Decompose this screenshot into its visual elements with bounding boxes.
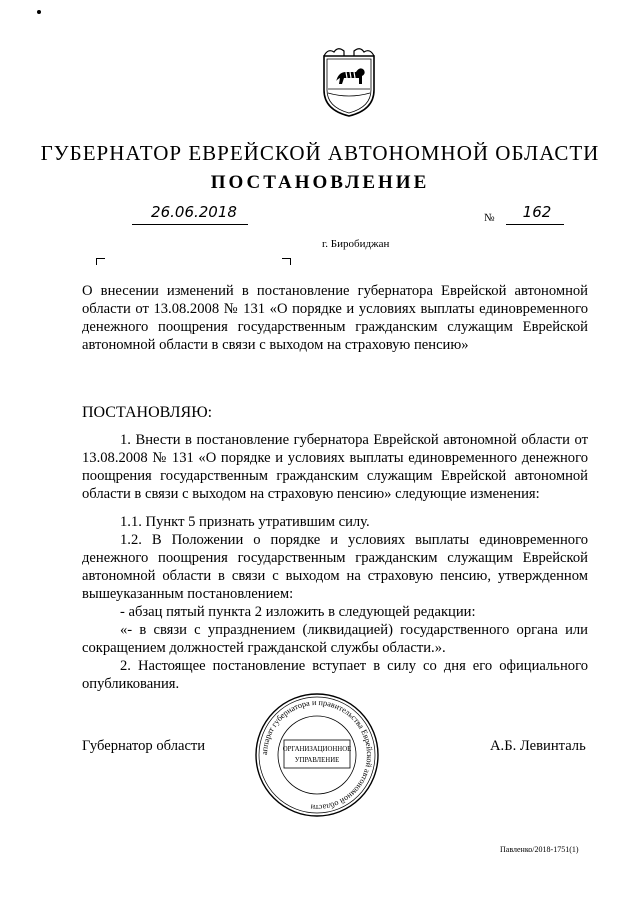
svg-text:аппарат губернатора и правител: аппарат губернатора и правительства Еврейской автономной области	[259, 697, 375, 813]
svg-text:ОРГАНИЗАЦИОННОЕ: ОРГАНИЗАЦИОННОЕ	[282, 746, 352, 753]
decree-heading: ПОСТАНОВЛЯЮ:	[82, 404, 213, 421]
punch-dot	[37, 10, 41, 14]
paragraph-1-2-a: - абзац пятый пункта 2 изложить в следующей редакции:	[120, 604, 476, 620]
document-number: 162	[522, 203, 552, 221]
coat-of-arms-icon	[320, 46, 378, 118]
date-underline	[132, 224, 248, 225]
svg-text:УПРАВЛЕНИЕ: УПРАВЛЕНИЕ	[294, 757, 340, 764]
footer-reference: Павленко/2018-1751(1)	[500, 845, 579, 854]
paragraph-1-2-b: «- в связи с упразднением (ликвидацией) государственного органа или сокращением должностей гражданской службы области.».	[82, 622, 588, 656]
signature-title: Губернатор области	[82, 738, 206, 754]
paragraph-1: 1. Внести в постановление губернатора Еврейской автономной области от 13.08.2008 № 131 «О порядке и условиях выплаты единовременного денежного поощрения государственным гражданским служащим Еврейской автономной области в связи с выходом на страховую пенсию» следующие изменения:	[82, 432, 588, 502]
number-label: №	[484, 212, 495, 224]
paragraph-1-2: 1.2. В Положении о порядке и условиях выплаты единовременного денежного поощрения государственным гражданским служащим Еврейской автономной области в связи с выходом на страховую пенсию, утвержденном вышеуказанным постановлением:	[82, 532, 588, 602]
number-underline	[506, 224, 564, 225]
official-stamp	[252, 690, 382, 820]
organization-title: ГУБЕРНАТОР ЕВРЕЙСКОЙ АВТОНОМНОЙ ОБЛАСТИ	[40, 141, 600, 165]
paragraph-2: 2. Настоящее постановление вступает в силу со дня его официального опубликования.	[82, 658, 588, 692]
city: г. Биробиджан	[322, 238, 390, 250]
paragraph-1-1: 1.1. Пункт 5 признать утратившим силу.	[120, 514, 370, 530]
signature-name: А.Б. Левинталь	[490, 738, 586, 754]
subject-corner-left	[96, 258, 105, 265]
document-type: ПОСТАНОВЛЕНИЕ	[210, 172, 430, 193]
subject-corner-right	[282, 258, 291, 265]
document-date: 26.06.2018	[151, 203, 237, 221]
subject: О внесении изменений в постановление губернатора Еврейской автономной области от 13.08.2008 № 131 «О порядке и условиях выплаты единовременного денежного поощрения государственным гражданским служащим Еврейской автономной области в связи с выходом на страховую пенсию»	[82, 283, 588, 353]
